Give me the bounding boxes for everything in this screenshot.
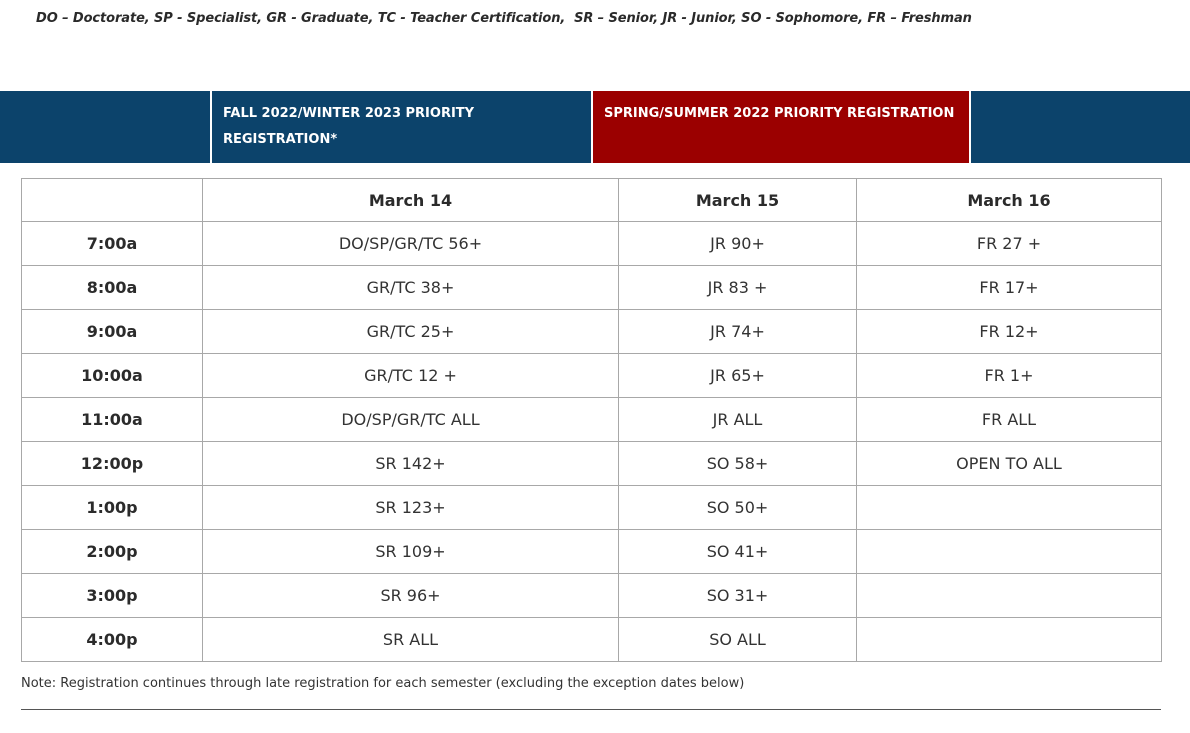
time-cell: 12:00p <box>22 442 203 486</box>
march-15-cell: JR 65+ <box>619 354 857 398</box>
march-15-cell: SO 41+ <box>619 530 857 574</box>
march-14-cell: DO/SP/GR/TC ALL <box>203 398 619 442</box>
table-row <box>22 222 1162 266</box>
table-row <box>22 442 1162 486</box>
march-16-cell <box>857 486 1162 530</box>
table-header-row <box>22 179 1162 222</box>
march-15-cell: JR 90+ <box>619 222 857 266</box>
time-cell: 8:00a <box>22 266 203 310</box>
table-row <box>22 530 1162 574</box>
march-16-cell: FR 12+ <box>857 310 1162 354</box>
tab-spring-label: SPRING/SUMMER 2022 PRIORITY REGISTRATION <box>604 106 955 121</box>
time-cell: 3:00p <box>22 574 203 618</box>
march-15-cell: JR ALL <box>619 398 857 442</box>
time-cell: 1:00p <box>22 486 203 530</box>
time-cell: 9:00a <box>22 310 203 354</box>
header-time-cell <box>22 179 203 222</box>
time-cell: 2:00p <box>22 530 203 574</box>
tab-fall-label-line2: REGISTRATION* <box>223 132 338 147</box>
table-row <box>22 574 1162 618</box>
header-march-15: March 15 <box>619 179 857 222</box>
time-cell: 7:00a <box>22 222 203 266</box>
registration-note: Note: Registration continues through late registration for each semester (excluding the exception dates below) <box>21 676 745 691</box>
march-14-cell: SR 96+ <box>203 574 619 618</box>
march-14-cell: GR/TC 38+ <box>203 266 619 310</box>
tab-spring-summer-registration[interactable] <box>591 91 971 163</box>
march-16-cell: FR ALL <box>857 398 1162 442</box>
registration-schedule-table <box>21 178 1162 662</box>
march-15-cell: SO 31+ <box>619 574 857 618</box>
table-row <box>22 398 1162 442</box>
march-14-cell: GR/TC 25+ <box>203 310 619 354</box>
march-16-cell <box>857 530 1162 574</box>
header-march-16: March 16 <box>857 179 1162 222</box>
abbreviation-legend: DO – Doctorate, SP - Specialist, GR - Graduate, TC - Teacher Certification, SR – Senior, JR - Junior, SO - Sophomore, FR – Freshman <box>36 11 972 26</box>
march-14-cell: GR/TC 12 + <box>203 354 619 398</box>
march-14-cell: SR 109+ <box>203 530 619 574</box>
march-16-cell <box>857 618 1162 662</box>
march-15-cell: SO 50+ <box>619 486 857 530</box>
march-14-cell: SR ALL <box>203 618 619 662</box>
tab-fall-winter-registration[interactable] <box>210 91 590 163</box>
divider-line <box>21 709 1161 710</box>
march-15-cell: JR 74+ <box>619 310 857 354</box>
march-16-cell: FR 27 + <box>857 222 1162 266</box>
march-16-cell: FR 1+ <box>857 354 1162 398</box>
time-cell: 10:00a <box>22 354 203 398</box>
table-row <box>22 266 1162 310</box>
march-16-cell: FR 17+ <box>857 266 1162 310</box>
table-row <box>22 618 1162 662</box>
march-15-cell: JR 83 + <box>619 266 857 310</box>
march-14-cell: SR 142+ <box>203 442 619 486</box>
time-cell: 11:00a <box>22 398 203 442</box>
table-row <box>22 486 1162 530</box>
tab-fall-label-line1: FALL 2022/WINTER 2023 PRIORITY <box>223 106 475 121</box>
table-row <box>22 310 1162 354</box>
header-march-14: March 14 <box>203 179 619 222</box>
registration-tab-bar <box>0 91 1190 163</box>
march-15-cell: SO 58+ <box>619 442 857 486</box>
march-16-cell <box>857 574 1162 618</box>
time-cell: 4:00p <box>22 618 203 662</box>
march-14-cell: SR 123+ <box>203 486 619 530</box>
march-14-cell: DO/SP/GR/TC 56+ <box>203 222 619 266</box>
table-row <box>22 354 1162 398</box>
march-15-cell: SO ALL <box>619 618 857 662</box>
march-16-cell: OPEN TO ALL <box>857 442 1162 486</box>
